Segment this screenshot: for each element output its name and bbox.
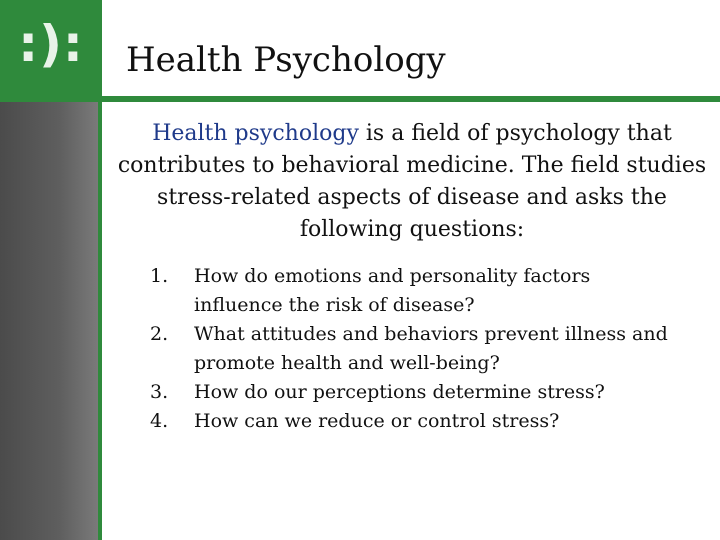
list-item	[150, 262, 670, 320]
question-list	[150, 262, 670, 436]
intro-term: Health psychology	[152, 121, 359, 146]
list-item-number: 3.	[150, 381, 169, 403]
list-item-text: How can we reduce or control stress?	[194, 410, 560, 432]
list-item	[150, 378, 670, 407]
smiley-logo-icon: :):	[18, 15, 84, 73]
list-item-text: How do our perceptions determine stress?	[194, 381, 605, 403]
list-item-text: How do emotions and personality factors influence the risk of disease?	[194, 265, 591, 316]
list-item-number: 1.	[150, 265, 169, 287]
intro-text: is a field of psychology that contributes to behavioral medicine. The field studies stress-related aspects of disease and asks the following questions:	[117, 121, 707, 242]
list-item	[150, 320, 670, 378]
title-divider	[102, 96, 720, 102]
list-item-text: What attitudes and behaviors prevent illness and promote health and well-being?	[194, 323, 668, 374]
page-title: Health Psychology	[126, 40, 446, 80]
list-item	[150, 407, 670, 436]
list-item-number: 2.	[150, 323, 169, 345]
intro-paragraph	[112, 118, 712, 246]
list-item-number: 4.	[150, 410, 169, 432]
